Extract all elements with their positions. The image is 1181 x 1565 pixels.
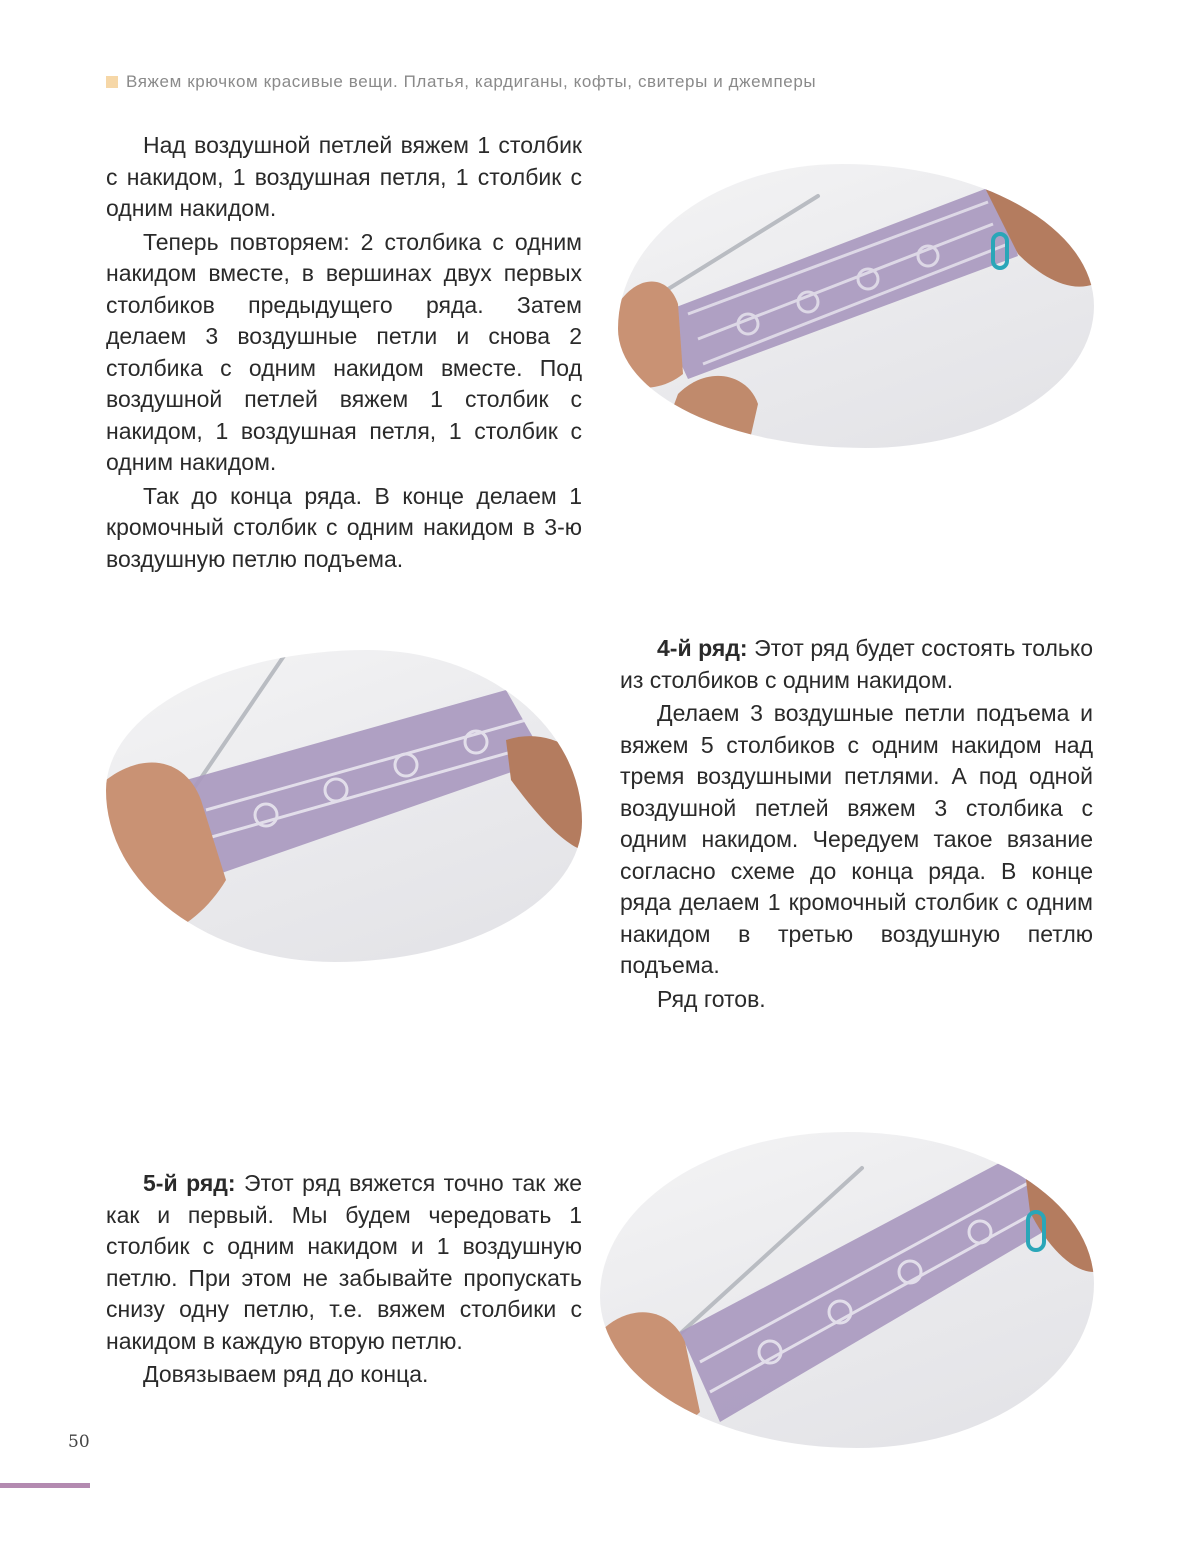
photo-crochet-row4 bbox=[106, 650, 582, 962]
page-number: 50 bbox=[68, 1432, 90, 1452]
row5-label: 5-й ряд: bbox=[143, 1170, 236, 1196]
photo-crochet-row3 bbox=[618, 164, 1094, 448]
paragraph: Так до конца ряда. В конце делаем 1 кромочный столбик с одним накидом в 3-ю воздушную петлю подъема. bbox=[106, 482, 582, 572]
paragraph: Делаем 3 воздушные петли подъема и вяжем 5 столбиков с одним накидом над тремя воздушными петлями. А под одной воздушной петлей вяжем 3 столбика с одним накидом. Чередуем такое вязание согласно схеме до конца ряда. В конце ряда делаем 1 кромочный столбик с одним накидом в третью воздушную петлю подъема. bbox=[620, 700, 1093, 978]
paragraph: Теперь повторяем: 2 столбика с одним накидом вместе, в вершинах двух первых столбиков предыдущего ряда. Затем делаем 3 воздушные петли и снова 2 столбика с одним накидом вместе. Под воздушной петлей вяжем 1 столбик с накидом, 1 воздушная петля, 1 столбик с одним накидом. bbox=[106, 228, 582, 475]
page-bar bbox=[0, 1483, 90, 1488]
text-block-row5 bbox=[106, 1168, 582, 1393]
paragraph-row5-intro bbox=[106, 1168, 582, 1357]
text-block-row3 bbox=[106, 130, 582, 577]
photo-crochet-row5 bbox=[600, 1132, 1094, 1448]
crochet-photo-illustration bbox=[618, 164, 1094, 448]
running-header bbox=[106, 70, 816, 94]
row4-label: 4-й ряд: bbox=[657, 635, 748, 661]
crochet-photo-illustration bbox=[106, 650, 582, 962]
paragraph: Над воздушной петлей вяжем 1 столбик с накидом, 1 воздушная петля, 1 столбик с одним накидом. bbox=[106, 132, 582, 221]
header-title: Вяжем крючком красивые вещи. Платья, кардиганы, кофты, свитеры и джемперы bbox=[126, 72, 817, 91]
paragraph: Ряд готов. bbox=[657, 985, 766, 1012]
row4-intro-text: Этот ряд будет состоять только из столбиков с одним накидом. bbox=[620, 635, 1094, 693]
paragraph-row4-intro bbox=[620, 633, 1093, 696]
header-accent-square bbox=[106, 76, 118, 88]
row5-intro-text: Этот ряд вяжется точно так же как и первый. Мы будем чередовать 1 столбик с одним накидом и 1 воздушную петлю. При этом не забывайте пропускать снизу одну петлю, т.е. вяжем столбики с накидом в каждую вторую петлю. bbox=[106, 1170, 583, 1354]
crochet-photo-illustration bbox=[600, 1132, 1094, 1448]
paragraph: Довязываем ряд до конца. bbox=[143, 1361, 429, 1387]
text-block-row4 bbox=[620, 633, 1093, 1017]
